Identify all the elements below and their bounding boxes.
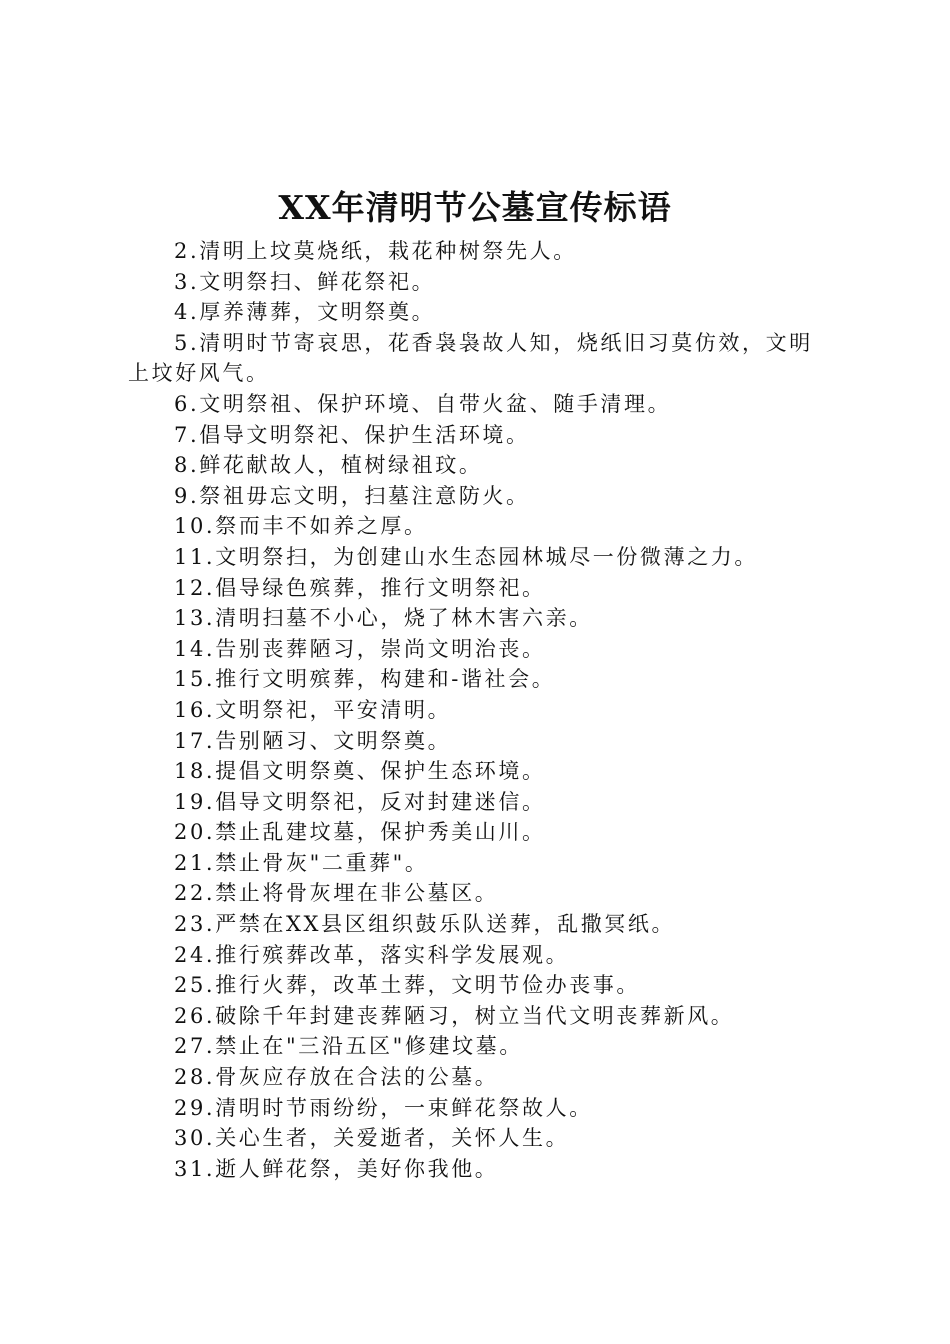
list-item: 31.逝人鲜花祭，美好你我他。 xyxy=(174,1156,499,1181)
list-item: 9.祭祖毋忘文明，扫墓注意防火。 xyxy=(174,483,530,508)
list-item: 12.倡导绿色殡葬，推行文明祭祀。 xyxy=(174,575,546,600)
list-item: 11.文明祭扫，为创建山水生态园林城尽一份微薄之力。 xyxy=(174,544,758,569)
list-item: 29.清明时节雨纷纷，一束鲜花祭故人。 xyxy=(174,1095,593,1120)
list-item: 14.告别丧葬陋习，崇尚文明治丧。 xyxy=(174,636,546,661)
list-item: 4.厚养薄葬，文明祭奠。 xyxy=(174,300,436,325)
list-item: 7.倡导文明祭祀、保护生活环境。 xyxy=(174,422,530,447)
list-item: 3.文明祭扫、鲜花祭祀。 xyxy=(174,269,436,294)
list-item: 6.文明祭祖、保护环境、自带火盆、随手清理。 xyxy=(174,391,672,416)
list-item: 27.禁止在"三沿五区"修建坟墓。 xyxy=(174,1034,523,1059)
list-item: 17.告别陋习、文明祭奠。 xyxy=(174,728,452,753)
list-item: 10.祭而丰不如养之厚。 xyxy=(174,514,428,539)
list-item: 28.骨灰应存放在合法的公墓。 xyxy=(174,1065,499,1090)
list-item: 23.严禁在XX县区组织鼓乐队送葬，乱撒冥纸。 xyxy=(174,912,676,937)
list-item: 2.清明上坟莫烧纸，栽花种树祭先人。 xyxy=(174,239,577,263)
list-item: 5.清明时节寄哀思，花香袅袅故人知，烧纸旧习莫仿效，文明上坟好风气。 xyxy=(128,330,813,386)
list-item: 24.推行殡葬改革，落实科学发展观。 xyxy=(174,942,570,967)
list-item: 8.鲜花献故人，植树绿祖玟。 xyxy=(174,453,483,478)
list-item: 15.推行文明殡葬，构建和-谐社会。 xyxy=(174,667,556,692)
list-item: 18.提倡文明祭奠、保护生态环境。 xyxy=(174,759,546,784)
slogan-list xyxy=(128,236,828,1184)
document-title: XX年清明节公墓宣传标语 xyxy=(278,188,672,227)
list-item: 30.关心生者，关爱逝者，关怀人生。 xyxy=(174,1126,570,1151)
list-item: 22.禁止将骨灰埋在非公墓区。 xyxy=(174,881,499,906)
list-item: 19.倡导文明祭祀，反对封建迷信。 xyxy=(174,789,546,814)
list-item: 13.清明扫墓不小心，烧了林木害六亲。 xyxy=(174,606,593,631)
list-item: 25.推行火葬，改革土葬，文明节俭办丧事。 xyxy=(174,973,640,998)
list-item: 26.破除千年封建丧葬陋习，树立当代文明丧葬新风。 xyxy=(174,1003,735,1028)
list-item: 20.禁止乱建坟墓，保护秀美山川。 xyxy=(174,820,546,845)
list-item: 16.文明祭祀，平安清明。 xyxy=(174,697,452,722)
list-item: 21.禁止骨灰"二重葬"。 xyxy=(174,850,429,875)
